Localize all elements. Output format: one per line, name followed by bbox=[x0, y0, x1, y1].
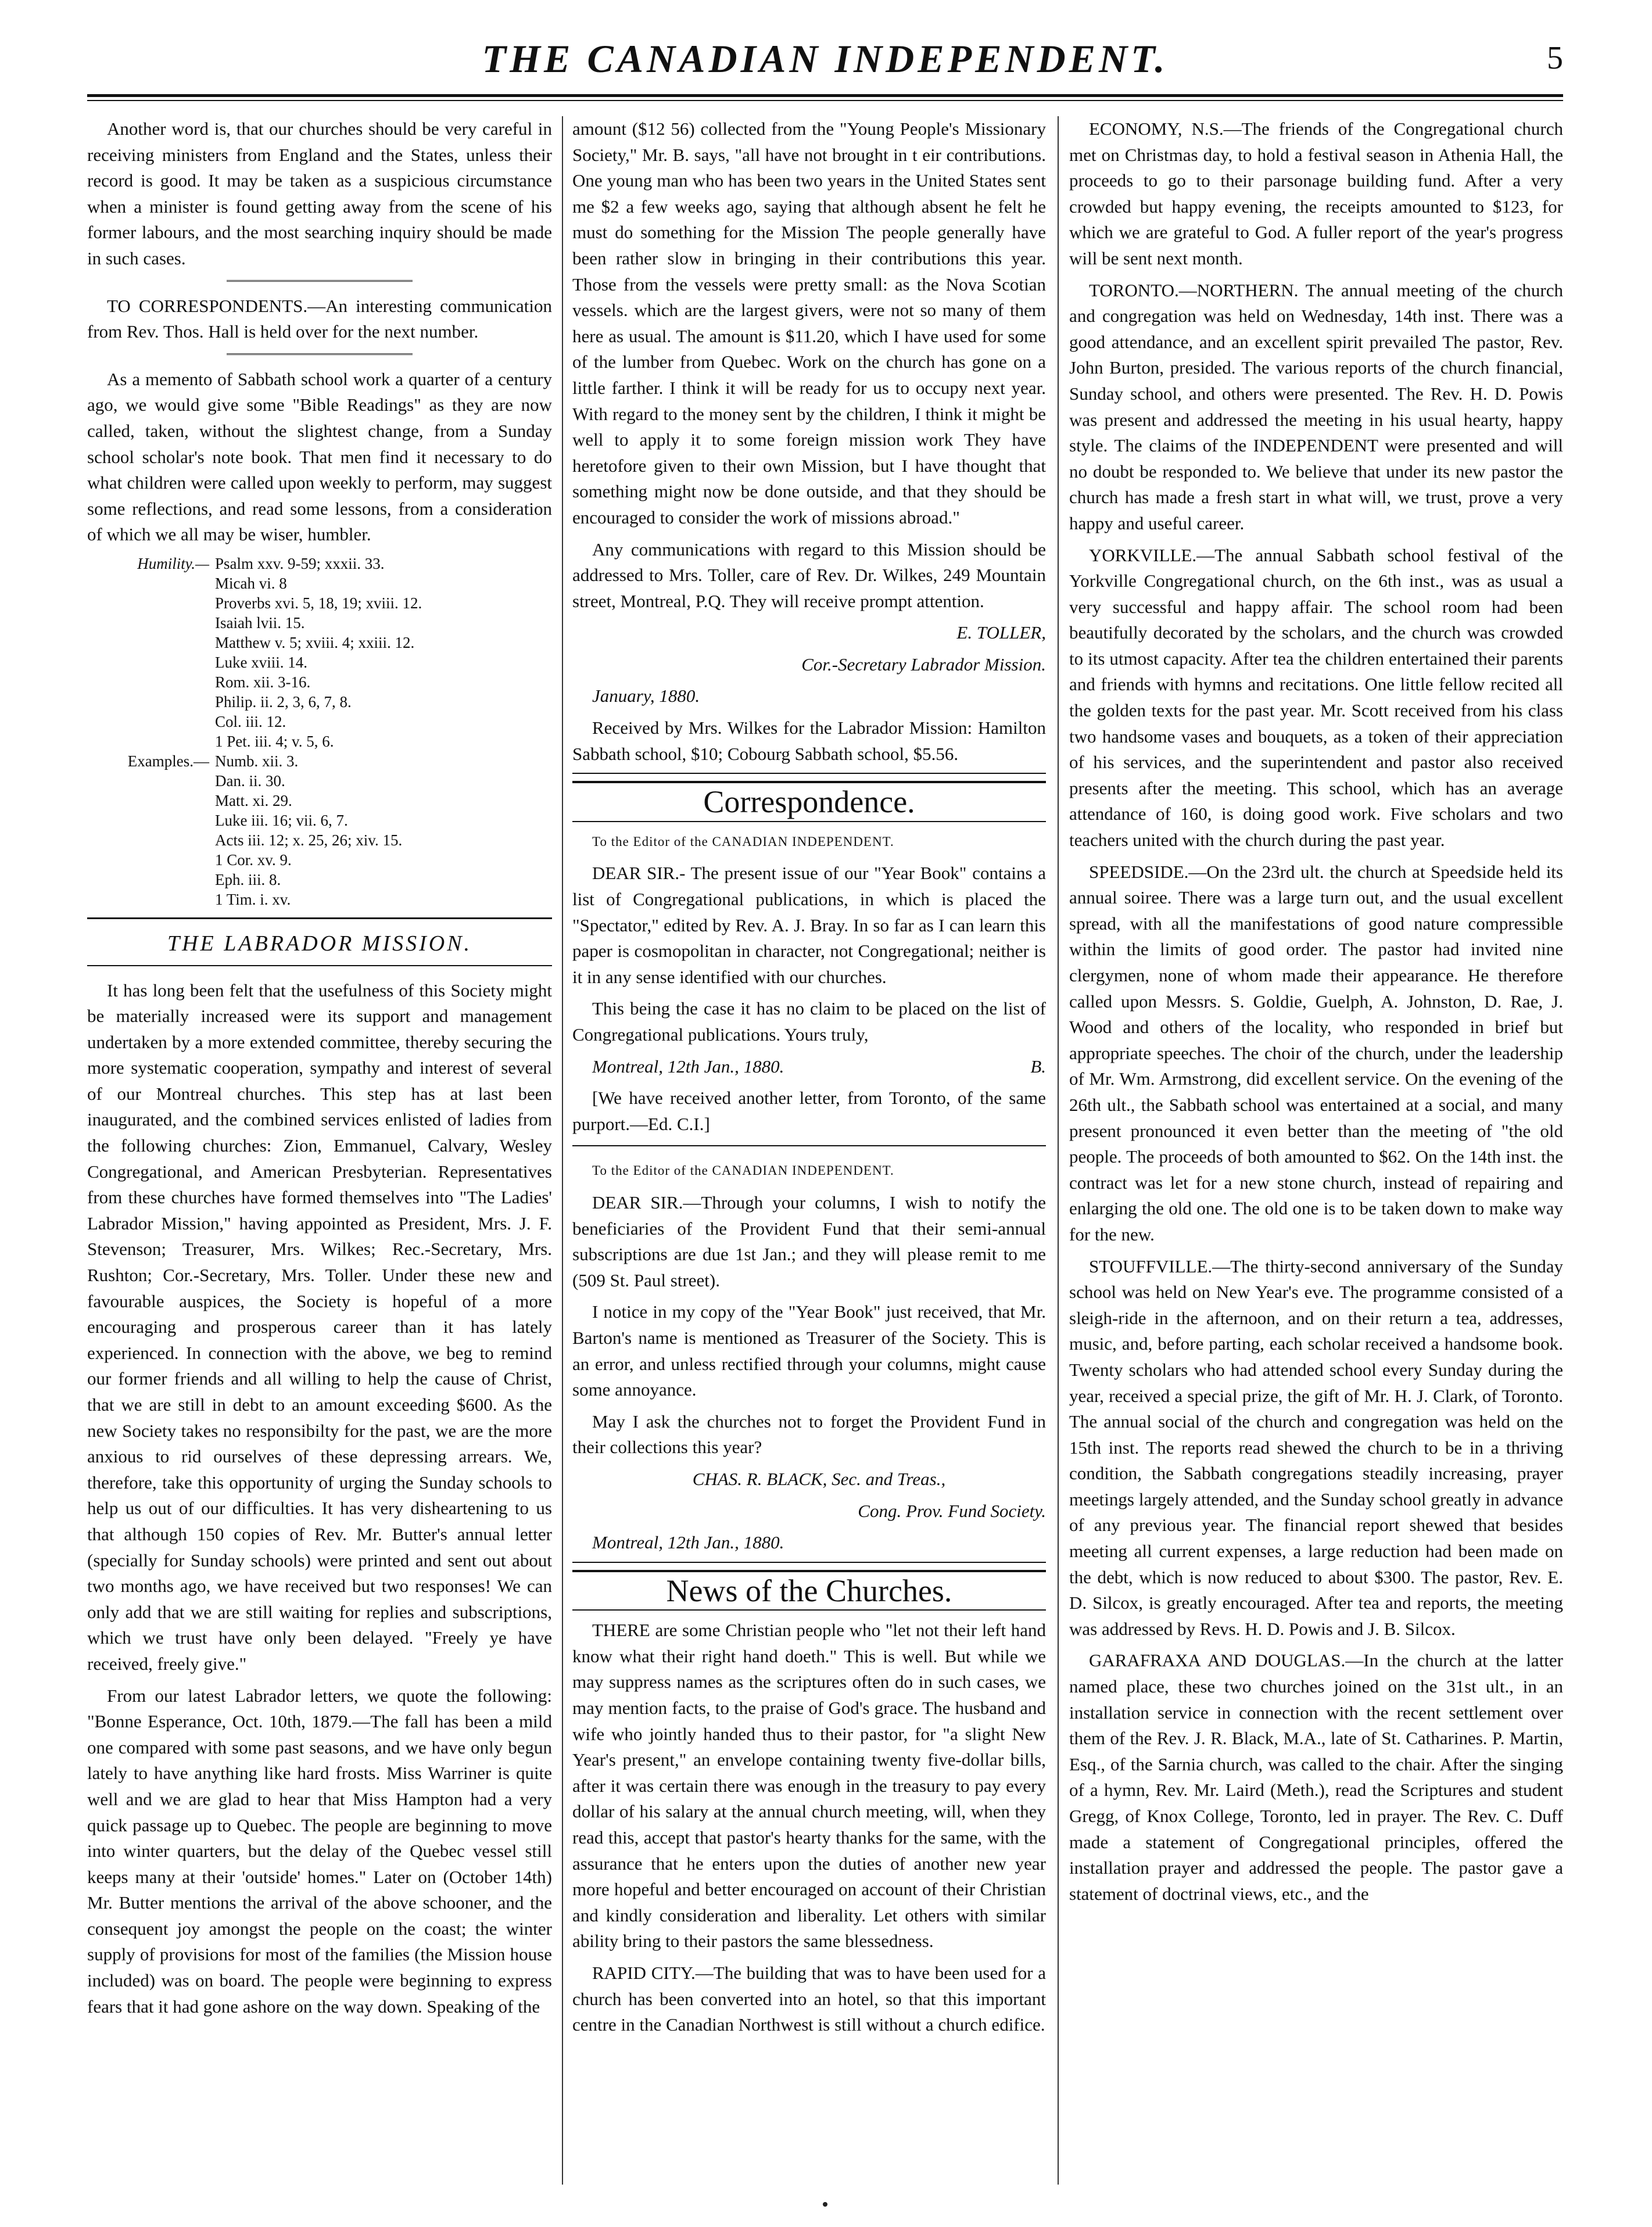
editor-note: [We have received another letter, from Toronto, of the same purport.—Ed. C.I.] bbox=[572, 1088, 1046, 1134]
dateline: January, 1880. bbox=[592, 686, 700, 707]
news-item: ECONOMY, N.S.—The friends of the Congregational church met on Christmas day, to hold a festival season in Athenia Hall, the proceeds to go to their parsonage building fund. After a very crowded but happy evening, the receipts amounted to $123, for which we are grateful to God. A fuller report of the year's progress will be sent next month. bbox=[1069, 119, 1563, 268]
correspondence-banner bbox=[572, 773, 1046, 822]
ref-line: Micah vi. 8 bbox=[215, 574, 287, 592]
ref-line: 1 Pet. iii. 4; v. 5, 6. bbox=[215, 732, 334, 750]
signature: E. TOLLER, bbox=[956, 622, 1046, 643]
news-item: TORONTO.—NORTHERN. The annual meeting of the church and congregation was held on Wednesday, 14th inst. There was a good attendance, and an excellent spirit prevailed The pastor, Rev. John Burton, presided. The various reports of the church financial, Sunday school, and others were presented. The Rev. H. D. Powis was present and addressed the meeting in his usual hearty, happy style. The claims of the INDEPENDENT were presented and will no doubt be responded to. We believe that under its new pastor the church has made a fresh start in what will, we trust, prove a very happy and useful career. bbox=[1069, 279, 1563, 533]
article-paragraph: Received by Mrs. Wilkes for the Labrador Mission: Hamilton Sabbath school, $10; Cobourg Sabbath school, $5.56. bbox=[572, 718, 1046, 764]
dateline-text: Montreal, 12th Jan., 1880. bbox=[592, 1056, 784, 1077]
column-1 bbox=[87, 116, 552, 2185]
separator bbox=[227, 280, 413, 284]
letter-dateline bbox=[572, 1054, 1046, 1080]
masthead-rule-thin bbox=[87, 100, 1563, 101]
ref-line: Psalm xxv. 9-59; xxxii. 33. bbox=[215, 554, 385, 572]
letter-address: To the Editor of the CANADIAN INDEPENDENT. bbox=[592, 834, 894, 849]
article-paragraph: Another word is, that our churches should be very careful in receiving ministers from England and the States, unless their record is good. It may be taken as a suspicious circumstance when a minister is found getting away from the scene of his former labours, and the most searching inquiry should be made in such cases. bbox=[87, 119, 552, 268]
ref-line: 1 Tim. i. xv. bbox=[215, 890, 291, 908]
signature: CHAS. R. BLACK, Sec. and Treas., bbox=[692, 1468, 946, 1489]
news-item: GARAFRAXA AND DOUGLAS.—In the church at the latter named place, these two churches joined on the 31st ult., in an installation service in connection with the recent settlement over them of the Rev. J. R. Black, M.A., late of St. Catharines. P. Martin, Esq., of the Sarnia church, was called to the chair. After the singing of a hymn, Rev. Mr. Laird (Meth.), read the Scriptures and student Gregg, of Knox College, Toronto, led in prayer. The Rev. C. Duff made a statement of Congregational principles, offered the installation prayer and addressed the people. The pastor gave a statement of doctrinal views, etc., and the bbox=[1069, 1650, 1563, 1904]
news-item: STOUFFVILLE.—The thirty-second anniversary of the Sunday school was held on New Year's eve. The programme consisted of a sleigh-ride in the afternoon, and on their return a tea, addresses, music, and, before parting, each scholar received a handsome book. Twenty scholars who had attended school every Sunday during the year, received a special prize, the gift of Mr. H. J. Clark, of Toronto. The annual social of the church and congregation was held on the 15th inst. The reports read shewed the church to be in a thriving condition, the Sabbath congregations steadily increasing, prayer meetings largely attended, and the Sunday school greatly in advance of any previous year. The financial report shewed that besides meeting all current expenses, a large reduction had been made on the debt, which is now reduced to about $300. The pastor, Rev. E. D. Silcox, is greatly encouraged. After tea and reports, the meeting was addressed by Revs. H. D. Powis and J. B. Silcox. bbox=[1069, 1256, 1563, 1639]
printer-mark bbox=[823, 2202, 827, 2207]
news-item: YORKVILLE.—The annual Sabbath school festival of the Yorkville Congregational church, on the 6th inst., was as usual a very successful and happy affair. The school room had been beautifully decorated by the scholars, and the church was crowded to its utmost capacity. After tea the children entertained their parents and friends with hymns and recitations. One little fellow recited all the golden texts for the past year. Mr. Scott received from his class two handsome vases and bouquets, as a token of their appreciation of his services, and the superintendent and pastor also received presents after the meeting. This school, which has an average attendance of 160, is doing good work. Five scholars and two teachers united with the church during the past year. bbox=[1069, 544, 1563, 851]
ref-line: Eph. iii. 8. bbox=[215, 870, 281, 888]
ref-line: Acts iii. 12; x. 25, 26; xiv. 15. bbox=[215, 831, 403, 849]
labrador-mission-heading: THE LABRADOR MISSION. bbox=[167, 931, 472, 956]
ref-line: Rom. xii. 3-16. bbox=[215, 673, 311, 691]
column-2 bbox=[572, 116, 1046, 2185]
ref-line: Luke xviii. 14. bbox=[215, 653, 307, 671]
ref-line: Luke iii. 16; vii. 6, 7. bbox=[215, 811, 348, 829]
news-paragraph: RAPID CITY.—The building that was to have been used for a church has been converted into an hotel, so that this important centre in the Canadian Northwest is still without a church edifice. bbox=[572, 1963, 1046, 2035]
ref-line: Isaiah lvii. 15. bbox=[215, 614, 305, 632]
ref-line: Proverbs xvi. 5, 18, 19; xviii. 12. bbox=[215, 594, 422, 612]
ref-line: 1 Cor. xv. 9. bbox=[215, 851, 292, 869]
masthead-rule bbox=[87, 94, 1563, 97]
ref-line: Numb. xii. 3. bbox=[215, 752, 299, 770]
signature-title: Cong. Prov. Fund Society. bbox=[858, 1500, 1046, 1521]
bible-readings bbox=[87, 554, 552, 909]
page-number: 5 bbox=[1547, 40, 1563, 76]
news-banner bbox=[572, 1562, 1046, 1611]
article-paragraph: It has long been felt that the usefulness of this Society might be materially increased were its support and management undertaken by a more extended committee, thereby securing the more systematic cooperation, sympathy and interest of several of our Montreal churches. This step has at last been inaugurated, and the combined services enlisted of ladies from the following churches: Zion, Emmanuel, Calvary, Wesley Congregational, and American Presbyterian. Representatives from these churches have formed themselves into "The Ladies' Labrador Mission," having appointed as President, Mrs. J. F. Stevenson; Treasurer, Mrs. Wilkes; Rec.-Secretary, Mrs. Rushton; Cor.-Secretary, Mrs. Toller. Under these new and favourable auspices, the Society is hopeful of a more encouraging and prosperous career than it has lately experienced. In connection with the above, we beg to remind our former friends and all willing to help the cause of Christ, that we are still in debt to an amount exceeding $600. As the new Society takes no responsibilty for the past, we are the more anxious to rid ourselves of these depressing arrears. We, therefore, take this opportunity of urging the Sunday schools to help us out of our difficulties. It has very disheartening to us that although 150 copies of Rev. Mr. Butter's annual letter (specially for Sunday schools) were printed and sent out about two months ago, we have received but two responses! We can only add that we are still waiting for replies and subscriptions, which we trust have only been delayed. "Freely ye have received, freely give." bbox=[87, 980, 552, 1674]
signature-title: Cor.-Secretary Labrador Mission. bbox=[801, 654, 1046, 675]
ref-line: Dan. ii. 30. bbox=[215, 772, 285, 790]
news-paragraph: THERE are some Christian people who "let not their left hand know what their right hand doeth." This is well. But while we may suppress names as the scriptures often do in such cases, we may mention facts, to the praise of God's grace. The husband and wife who jointly handed thus to their pastor, for "a slight New Year's present," an envelope containing twenty five-dollar bills, after it was certain there was enough in the treasury to pay every dollar of his salary at the annual church meeting, will, when they read this, accept that pastor's hearty thanks for the same, with the assurance that he enters upon the duties of another new year more hopeful and better encouraged on account of their Christian and kindly consideration and liberality. Let others with similar ability bring to their pastors the same blessedness. bbox=[572, 1620, 1046, 1952]
masthead bbox=[87, 36, 1563, 88]
refs-label-humility: Humility.— bbox=[137, 554, 209, 572]
letter-paragraph: DEAR SIR.- The present issue of our "Year Book" contains a list of Congregational publications, in which is placed the "Spectator," edited by Rev. A. J. Bray. In so far as I can learn this paper is cosmopolitan in character, not Congregational; neither is it in any sense identified with our churches. bbox=[572, 863, 1046, 987]
ref-line: Col. iii. 12. bbox=[215, 712, 286, 730]
ref-line: Philip. ii. 2, 3, 6, 7, 8. bbox=[215, 693, 352, 711]
page-title: THE CANADIAN INDEPENDENT. bbox=[482, 37, 1169, 81]
separator bbox=[227, 353, 413, 357]
column-divider-1 bbox=[562, 116, 563, 2185]
article-paragraph: From our latest Labrador letters, we quote the following: "Bonne Esperance, Oct. 10th, 1879.—The fall has been a mild one compared with some past seasons, and we have only begun lately to have anything like hard frosts. Miss Warriner is quite well and we are glad to hear that Miss Hampton had a very quick passage up to Quebec. The people are beginning to move into winter quarters, but the delay of the Quebec vessel still keeps many at their 'outside' homes." Later on (October 14th) Mr. Butter mentions the arrival of the above schooner, and the consequent joy amongst the people on the coast; the winter supply of provisions for most of the families (the Mission house included) was on board. The people were beginning to express fears that it had gone ashore on the way down. Speaking of the bbox=[87, 1685, 552, 2017]
letter-paragraph: May I ask the churches not to forget the Provident Fund in their collections this year? bbox=[572, 1411, 1046, 1458]
section-rule bbox=[87, 917, 552, 921]
refs-label-examples: Examples.— bbox=[127, 752, 209, 770]
letter-paragraph: DEAR SIR.—Through your columns, I wish to notify the beneficiaries of the Provident Fund that their semi-annual subscriptions are due 1st Jan.; and they will please remit to me (509 St. Paul street). bbox=[572, 1192, 1046, 1290]
signature: B. bbox=[1030, 1056, 1046, 1077]
letter-paragraph: I notice in my copy of the "Year Book" just received, that Mr. Barton's name is mentioned as Treasurer of the Society. This is an error, and unless rectified through your columns, might cause some annoyance. bbox=[572, 1301, 1046, 1400]
correspondence-heading: Correspondence. bbox=[572, 781, 1046, 822]
ref-line: Matt. xi. 29. bbox=[215, 791, 292, 809]
dateline: Montreal, 12th Jan., 1880. bbox=[592, 1532, 784, 1553]
ref-line: Matthew v. 5; xviii. 4; xxiii. 12. bbox=[215, 633, 415, 651]
article-paragraph: amount ($12 56) collected from the "Young People's Missionary Society," Mr. B. says, "all have not brought in t eir contributions. One young man who has been two years in the United States sent me $2 a few weeks ago, saying that although absent he felt he must do something for the Mission The people generally have been rather slow in bringing in their contributions this year. Those from the vessels were pretty small: as the Nova Scotian vessels. which are the largest givers, were not so many of them here as usual. The amount is $11.20, which I have used for some of the lumber from Quebec. Work on the church has gone on a little farther. I think it will be ready for us to occupy next year. With regard to the money sent by the children, I think it might be well to apply it to some foreign mission work They have heretofore given to their own Mission, but I have thought that something might now be done outside, and that they should be encouraged to consider the work of missions abroad." bbox=[572, 119, 1046, 528]
article-paragraph: As a memento of Sabbath school work a quarter of a century ago, we would give some "Bible Readings" as they are now called, taken, without the slightest change, from a Sunday school scholar's note book. That men find it necessary to do what children were called upon weekly to perform, may suggest some reflections, and read some lessons, from a consideration of which we all may be wiser, humbler. bbox=[87, 368, 552, 545]
separator bbox=[572, 1145, 1046, 1149]
column-3 bbox=[1069, 116, 1563, 2185]
news-item: SPEEDSIDE.—On the 23rd ult. the church at Speedside held its annual soiree. There was a large turn out, and the usual excellent spread, with all the manifestations of good nature compressible within the limits of good order. The pastor had invited nine clergymen, none of whom made their appearance. He therefore called upon Messrs. S. Goldie, Guelph, A. Johnston, D. Rae, J. Wood and others of the locality, who responded in brief but appropriate speeches. The choir of the church, under the leadership of Mr. Wm. Armstrong, did excellent service. On the evening of the 26th ult., the Sabbath school was entertained at a social, and many present pronounced it even better than the meeting of "the old people. The proceeds of both amounted to $62. On the 14th inst. the contract was let for a new stone church, instead of repairing and enlarging the old one. The old one is to be taken down to make way for the new. bbox=[1069, 861, 1563, 1245]
column-divider-2 bbox=[1058, 116, 1059, 2185]
letter-paragraph: This being the case it has no claim to be placed on the list of Congregational publications. Yours truly, bbox=[572, 998, 1046, 1045]
letter-address: To the Editor of the CANADIAN INDEPENDENT. bbox=[592, 1163, 894, 1178]
article-paragraph: Any communications with regard to this Mission should be addressed to Mrs. Toller, care of Rev. Dr. Wilkes, 249 Mountain street, Montreal, P.Q. They will receive prompt attention. bbox=[572, 539, 1046, 611]
section-rule bbox=[87, 965, 552, 969]
news-heading: News of the Churches. bbox=[572, 1570, 1046, 1611]
correspondents-note: TO CORRESPONDENTS.—An interesting communication from Rev. Thos. Hall is held over for the next number. bbox=[87, 295, 552, 342]
